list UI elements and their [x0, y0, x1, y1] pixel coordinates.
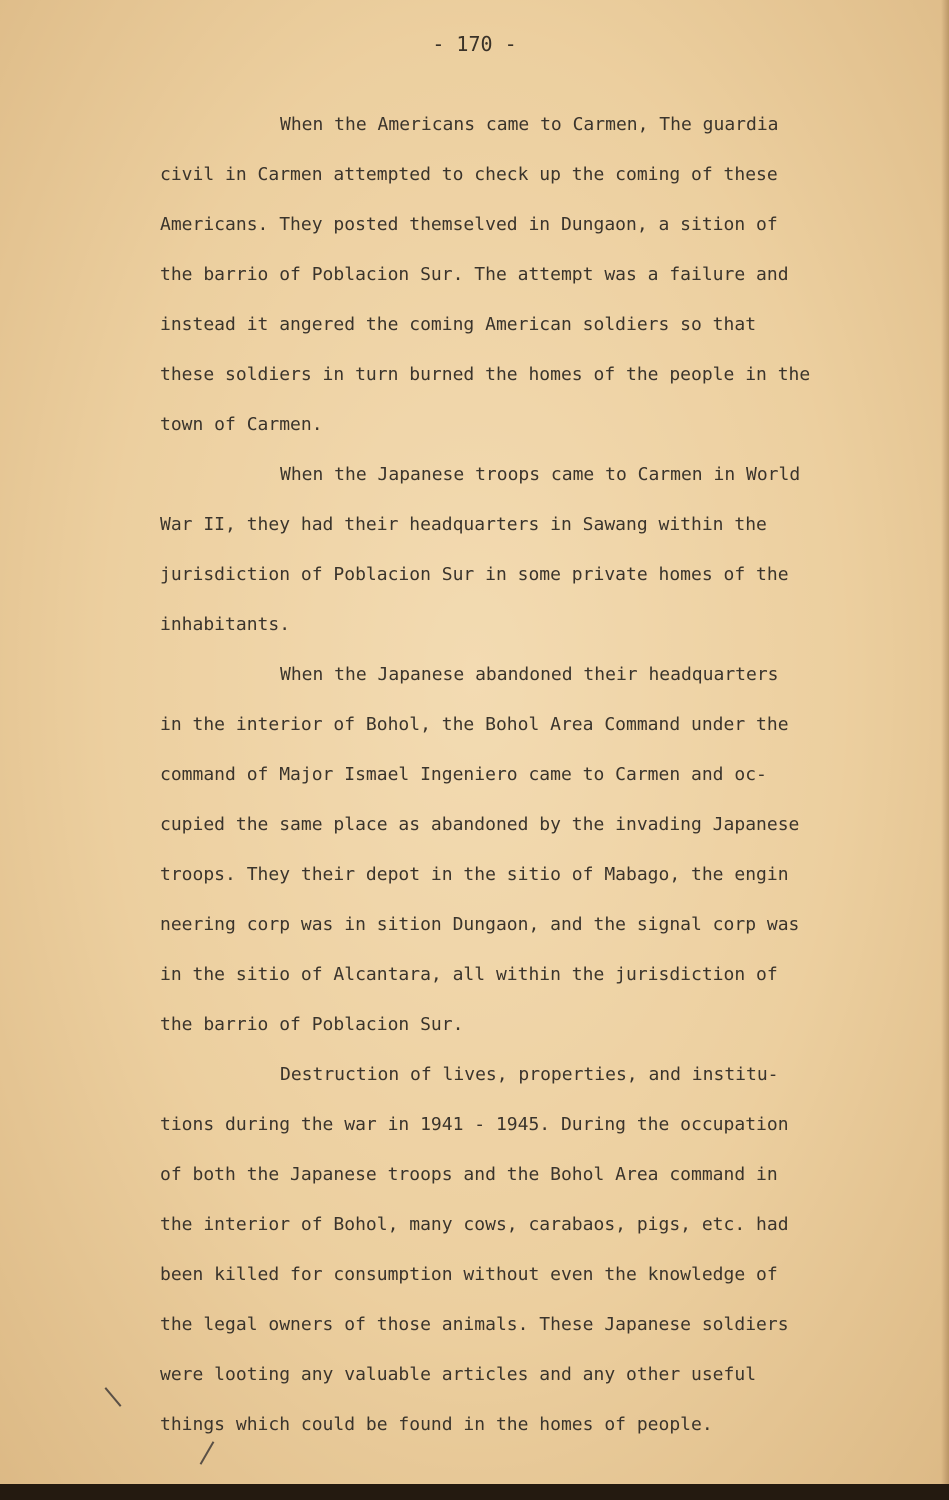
text-line: things which could be found in the homes of people. [160, 1414, 713, 1435]
paragraph-4 [160, 1050, 920, 1450]
text-line: War II, they had their headquarters in Sawang within the [160, 514, 767, 535]
text-line: these soldiers in turn burned the homes of the people in the [160, 364, 811, 385]
text-line: cupied the same place as abandoned by the invading Japanese [160, 814, 800, 835]
text-line: Americans. They posted themselved in Dungaon, a sition of [160, 214, 778, 235]
text-line: When the Japanese troops came to Carmen in World [280, 464, 801, 485]
text-line: inhabitants. [160, 614, 291, 635]
text-line: the legal owners of those animals. These Japanese soldiers [160, 1314, 789, 1335]
text-line: civil in Carmen attempted to check up the coming of these [160, 164, 778, 185]
text-line: tions during the war in 1941 - 1945. During the occupation [160, 1114, 789, 1135]
text-line: neering corp was in sition Dungaon, and the signal corp was [160, 914, 800, 935]
pencil-mark [105, 1387, 122, 1407]
text-line: When the Americans came to Carmen, The guardia [280, 114, 779, 135]
text-line: troops. They their depot in the sitio of Mabago, the engin [160, 864, 789, 885]
body-text [160, 100, 920, 1450]
text-line: in the sitio of Alcantara, all within the jurisdiction of [160, 964, 778, 985]
text-line: of both the Japanese troops and the Bohol Area command in [160, 1164, 778, 1185]
text-line: the barrio of Poblacion Sur. The attempt was a failure and [160, 264, 789, 285]
text-line: in the interior of Bohol, the Bohol Area Command under the [160, 714, 789, 735]
text-line: Destruction of lives, properties, and institu- [280, 1064, 779, 1085]
text-line: the interior of Bohol, many cows, carabaos, pigs, etc. had [160, 1214, 789, 1235]
text-line: instead it angered the coming American soldiers so that [160, 314, 757, 335]
text-line: When the Japanese abandoned their headquarters [280, 664, 779, 685]
text-line: been killed for consumption without even the knowledge of [160, 1264, 778, 1285]
text-line: the barrio of Poblacion Sur. [160, 1014, 464, 1035]
paragraph-3 [160, 650, 920, 1050]
text-line: jurisdiction of Poblacion Sur in some private homes of the [160, 564, 789, 585]
text-line: command of Major Ismael Ingeniero came to Carmen and oc- [160, 764, 767, 785]
paragraph-2 [160, 450, 920, 650]
page-edge-shadow [941, 0, 949, 1500]
scan-bottom-border [0, 1484, 949, 1500]
page-number: - 170 - [432, 32, 517, 56]
paragraph-1 [160, 100, 920, 450]
text-line: were looting any valuable articles and any other useful [160, 1364, 757, 1385]
text-line: town of Carmen. [160, 414, 323, 435]
